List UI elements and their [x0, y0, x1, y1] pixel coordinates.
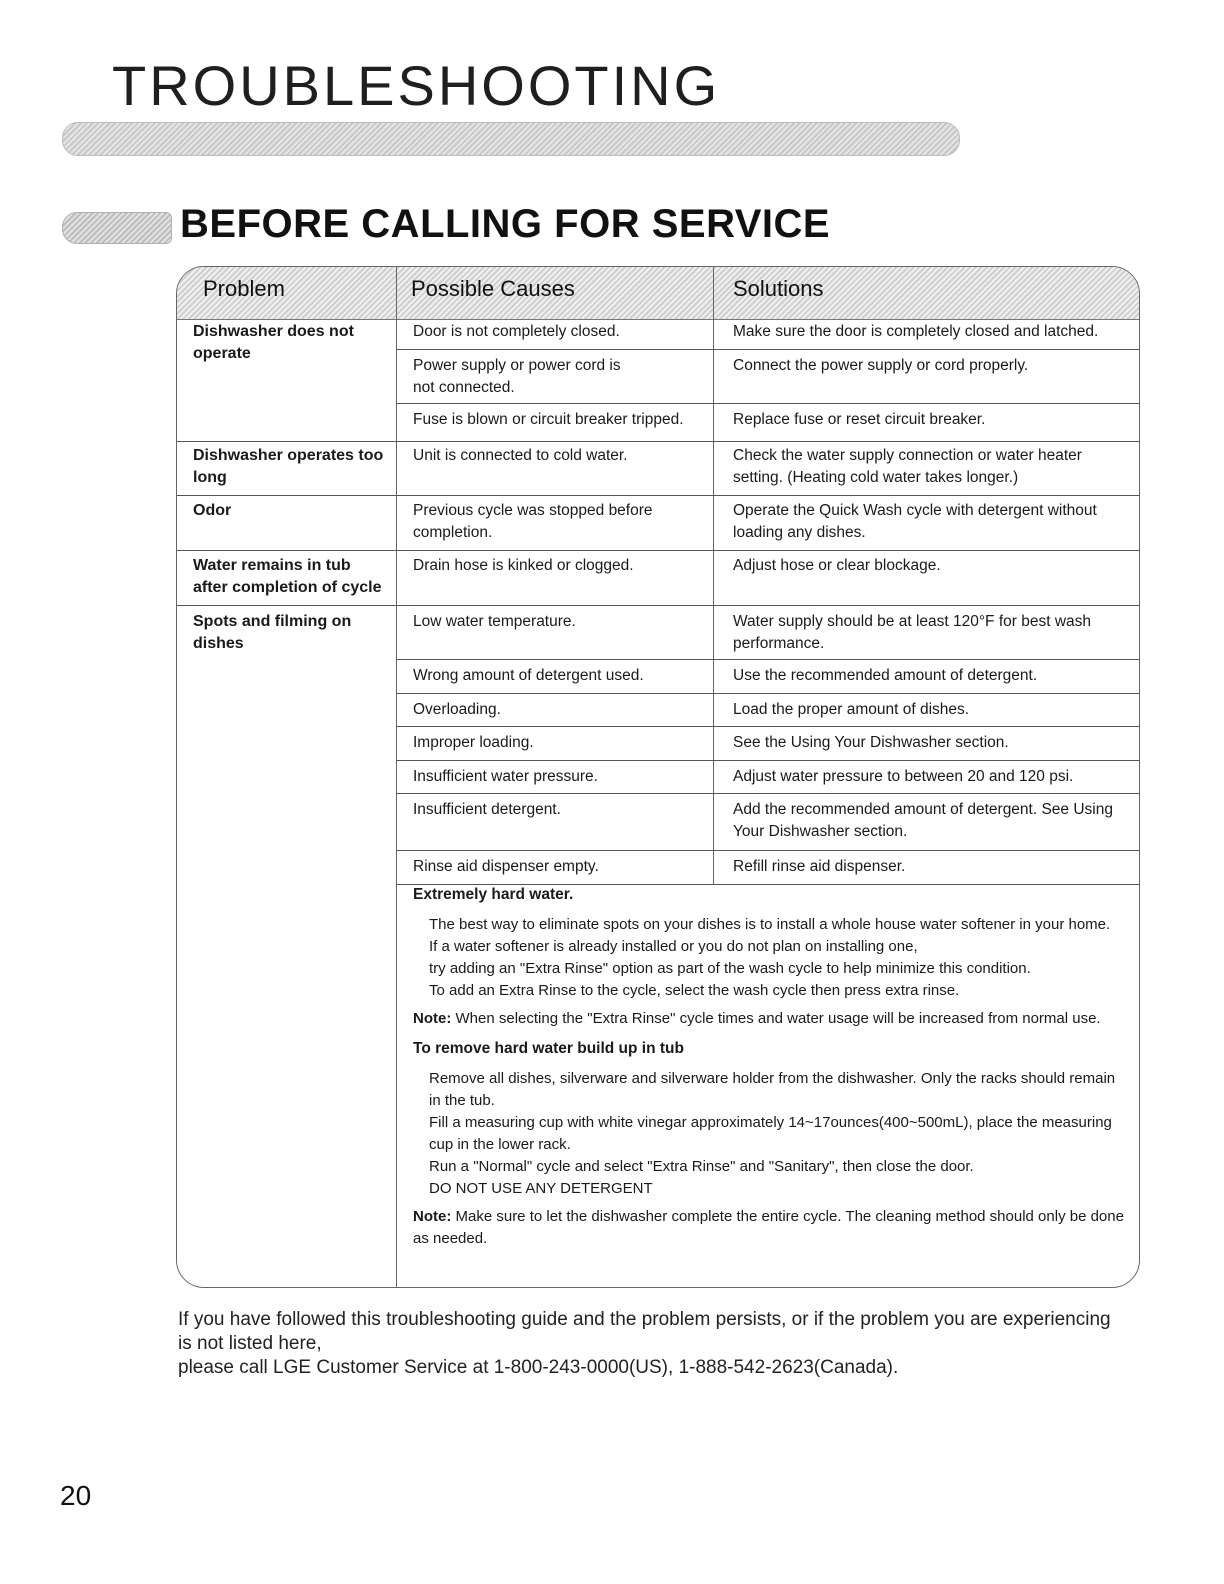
page-title: TROUBLESHOOTING: [112, 54, 721, 117]
row-divider: [396, 760, 1140, 761]
hard-water-line: If a water softener is already installed or you do not plan on installing one,: [429, 938, 918, 955]
cause-text: Improper loading.: [413, 734, 534, 751]
cause-text: Power supply or power cord is not connected.: [413, 357, 621, 396]
solution-text: Check the water supply connection or water heater setting. (Heating cold water takes longer.): [733, 447, 1082, 486]
solution-text: Add the recommended amount of detergent. See Using Your Dishwasher section.: [733, 801, 1113, 840]
solution-text: Connect the power supply or cord properly.: [733, 357, 1029, 374]
row-divider: [396, 659, 1140, 660]
page-number: 20: [60, 1480, 92, 1511]
note-label: Note:: [413, 1208, 452, 1225]
column-divider: [713, 267, 714, 884]
solution-text: Refill rinse aid dispenser.: [733, 858, 906, 875]
column-header-solutions: Solutions: [733, 276, 824, 301]
problem-label: Spots and filming on dishes: [193, 613, 352, 652]
cause-text: Wrong amount of detergent used.: [413, 667, 644, 684]
solution-text: Make sure the door is completely closed and latched.: [733, 323, 1099, 340]
section-title: BEFORE CALLING FOR SERVICE: [180, 202, 831, 246]
row-divider: [396, 793, 1140, 794]
row-divider: [177, 495, 1140, 496]
column-header-problem: Problem: [203, 276, 285, 301]
footer-text: [178, 1308, 1118, 1380]
solution-text: Operate the Quick Wash cycle with detergent without loading any dishes.: [733, 502, 1097, 541]
row-divider: [396, 850, 1140, 851]
solution-text: Adjust water pressure to between 20 and 120 psi.: [733, 768, 1074, 785]
solution-text: Water supply should be at least 120°F for best wash performance.: [733, 613, 1092, 652]
solution-text: Use the recommended amount of detergent.: [733, 667, 1038, 684]
note-text: When selecting the "Extra Rinse" cycle times and water usage will be increased from normal use.: [455, 1010, 1101, 1027]
hard-water-step: Fill a measuring cup with white vinegar approximately 14~17ounces(400~500mL), place the measuring cup in the lower rack.: [429, 1114, 1112, 1153]
row-divider: [396, 349, 1140, 350]
row-divider: [396, 403, 1140, 404]
cause-text: Insufficient detergent.: [413, 801, 561, 818]
cause-text: Unit is connected to cold water.: [413, 447, 628, 464]
hard-water-line: try adding an "Extra Rinse" option as part of the wash cycle to help minimize this condition.: [429, 960, 1031, 977]
solution-text: Replace fuse or reset circuit breaker.: [733, 411, 986, 428]
cause-text: Door is not completely closed.: [413, 323, 620, 340]
column-divider: [396, 267, 397, 1288]
row-divider: [177, 441, 1140, 442]
problem-label: Dishwasher does not operate: [193, 323, 354, 362]
column-header-possible-causes: Possible Causes: [411, 276, 575, 301]
problem-label: Odor: [193, 502, 232, 519]
solution-text: Adjust hose or clear blockage.: [733, 557, 941, 574]
hard-water-step: DO NOT USE ANY DETERGENT: [429, 1180, 653, 1197]
hard-water-step: Remove all dishes, silverware and silverware holder from the dishwasher. Only the racks should remain in the tub.: [429, 1070, 1116, 1109]
hard-water-subtitle: To remove hard water build up in tub: [413, 1040, 684, 1057]
hard-water-line: The best way to eliminate spots on your dishes is to install a whole house water softener in your home.: [429, 916, 1111, 933]
footer-line: please call LGE Customer Service at 1-800-243-0000(US), 1-888-542-2623(Canada).: [178, 1357, 899, 1378]
cause-text: Rinse aid dispenser empty.: [413, 858, 599, 875]
solution-text: See the Using Your Dishwasher section.: [733, 734, 1009, 751]
footer-line: If you have followed this troubleshooting guide and the problem persists, or if the problem you are experiencing is not listed here,: [178, 1309, 1111, 1354]
note-label: Note:: [413, 1010, 452, 1027]
hard-water-note: [413, 1206, 1129, 1250]
solution-text: Load the proper amount of dishes.: [733, 701, 970, 718]
cause-text: Overloading.: [413, 701, 501, 718]
section-marker-pill: [62, 212, 172, 244]
hard-water-title: Extremely hard water.: [413, 886, 574, 903]
hard-water-note: [413, 1008, 1129, 1030]
hard-water-block: [413, 884, 1129, 1250]
problem-label: Dishwasher operates too long: [193, 447, 384, 486]
cause-text: Fuse is blown or circuit breaker tripped.: [413, 411, 684, 428]
row-divider: [177, 550, 1140, 551]
row-divider: [177, 605, 1140, 606]
table-header: [177, 267, 1139, 320]
problem-label: Water remains in tub after completion of cycle: [193, 557, 382, 596]
troubleshooting-table: [176, 266, 1140, 1288]
title-underline-bar: [62, 122, 960, 156]
row-divider: [396, 726, 1140, 727]
cause-text: Previous cycle was stopped before completion.: [413, 502, 653, 541]
hard-water-line: To add an Extra Rinse to the cycle, select the wash cycle then press extra rinse.: [429, 982, 960, 999]
cause-text: Low water temperature.: [413, 613, 576, 630]
cause-text: Insufficient water pressure.: [413, 768, 598, 785]
row-divider: [396, 693, 1140, 694]
cause-text: Drain hose is kinked or clogged.: [413, 557, 634, 574]
note-text: Make sure to let the dishwasher complete the entire cycle. The cleaning method should only be done as needed.: [413, 1208, 1124, 1247]
hard-water-step: Run a "Normal" cycle and select "Extra Rinse" and "Sanitary", then close the door.: [429, 1158, 974, 1175]
